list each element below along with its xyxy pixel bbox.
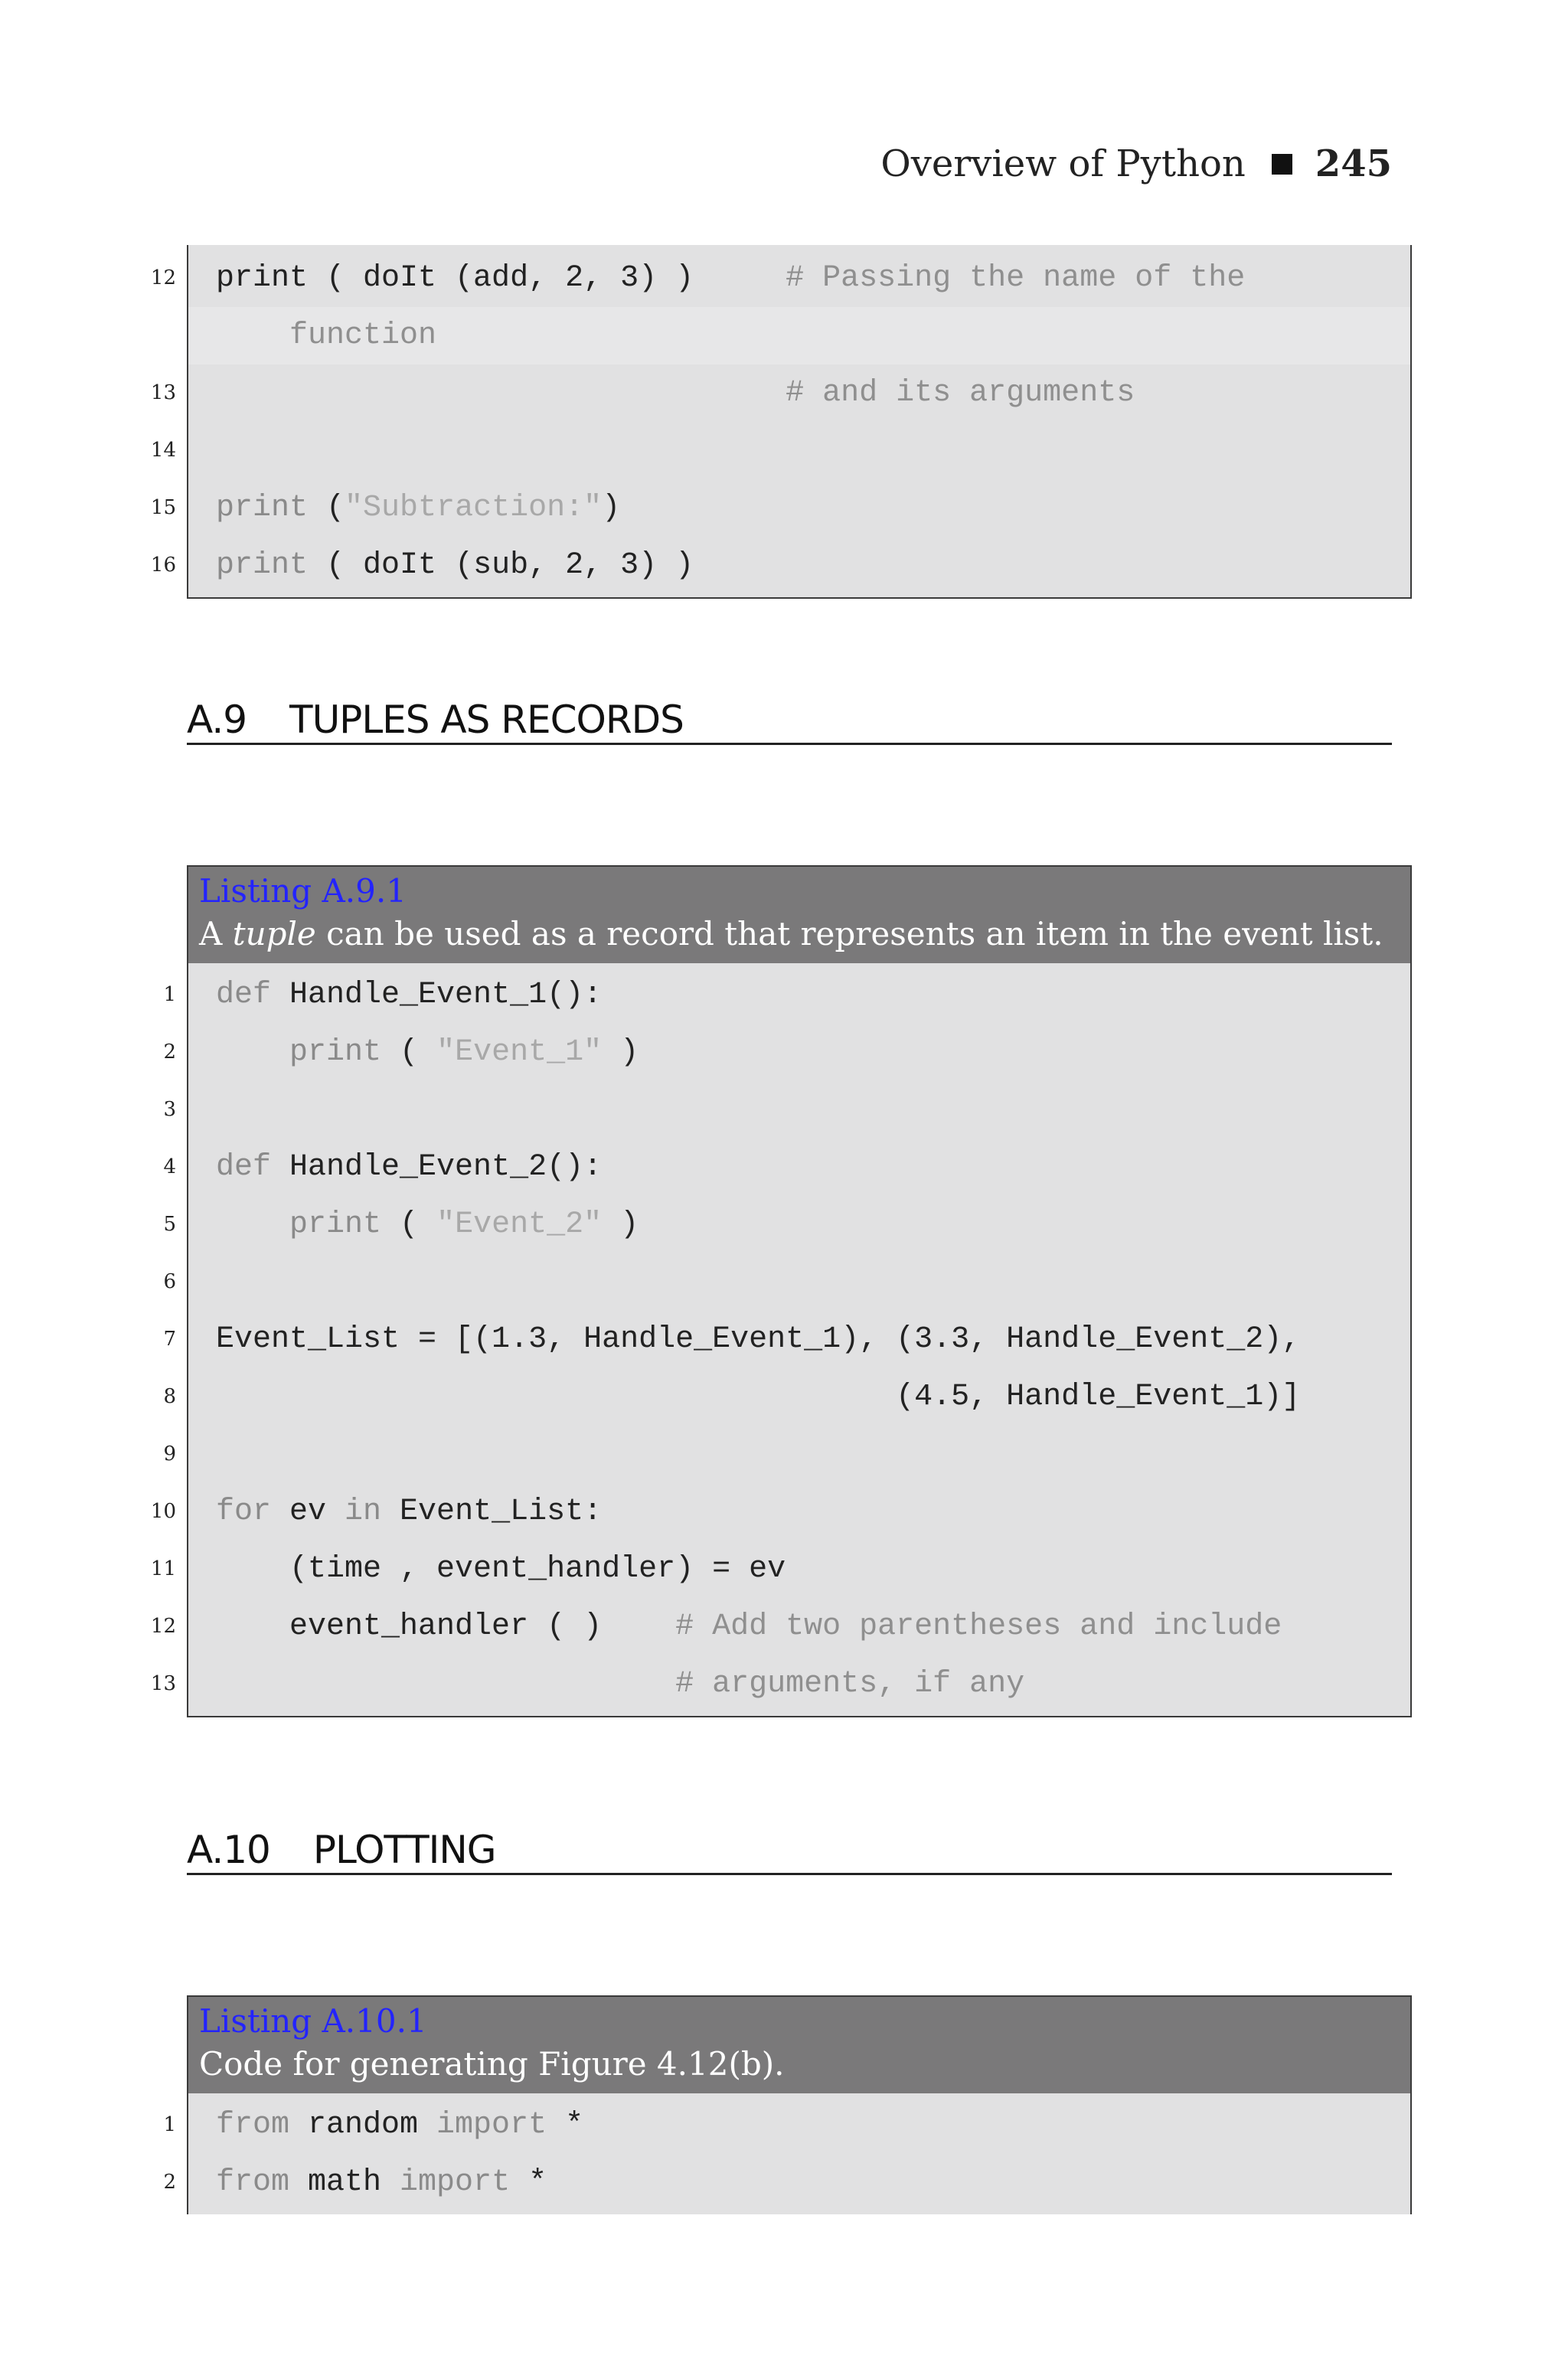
listing-caption [188,1997,1410,2093]
code-keyword: print [289,1207,382,1242]
code-lines [163,2093,1410,2214]
code-text: ( doIt (sub, 2, 3) ) [308,548,694,583]
code-line [163,1139,1410,1196]
code-line [163,1081,1410,1139]
code-line [163,2096,1410,2154]
code-keyword: def [216,978,272,1012]
code-comment: # and its arguments [786,376,1135,410]
code-line [150,1598,1410,1655]
code-text: math [289,2165,400,2200]
code-comment: function [216,319,437,353]
section-title: TUPLES AS RECORDS [289,698,684,742]
code-text: Event_List = [(1.3, Handle_Event_1), (3.3, Handle_Event_2), [216,1322,1301,1357]
code-text: Handle_Event_1(): [271,978,603,1012]
code-keyword: import [400,2165,511,2200]
listing-caption-text: A tuple can be used as a record that represents an item in the event list. [199,915,1383,953]
page-number: 245 [1315,142,1392,185]
code-text [216,1207,289,1242]
running-header [0,142,1392,185]
code-text [216,376,786,410]
line-number: 9 [163,1443,176,1466]
code-text: * [510,2165,547,2200]
code-text: print ( doIt (add, 2, 3) ) [216,261,786,296]
code-line [163,966,1410,1024]
code-text: Event_List: [381,1495,603,1529]
code-line [188,307,1410,364]
code-text: ( [308,491,345,525]
code-text: ) [602,491,621,525]
code-text: ev [271,1495,345,1529]
code-line [163,2154,1410,2211]
code-comment: # Add two parentheses and include [675,1609,1282,1644]
line-number: 15 [150,496,176,519]
code-keyword: print [216,548,309,583]
line-number: 8 [163,1385,176,1408]
code-line [163,1368,1410,1426]
code-keyword: for [216,1495,272,1529]
section-title: PLOTTING [312,1828,496,1872]
code-line [150,1655,1410,1713]
code-text: random [289,2108,437,2142]
line-number: 14 [150,439,176,462]
code-lines [150,245,1410,597]
code-line [163,1311,1410,1368]
code-text [216,1035,289,1070]
code-line [163,1196,1410,1253]
line-number: 1 [163,2113,176,2136]
code-text: ( [381,1207,437,1242]
code-text: (4.5, Handle_Event_1)] [216,1380,1301,1414]
code-keyword: print [216,491,309,525]
line-number: 13 [150,381,176,404]
listing-label[interactable]: Listing A.10.1 [199,2002,427,2040]
running-header-title: Overview of Python [880,142,1246,185]
code-line [150,537,1410,594]
code-line [150,250,1410,307]
line-number: 4 [163,1155,176,1178]
code-text [216,1667,675,1701]
line-number: 2 [163,1041,176,1064]
code-text: ( [381,1035,437,1070]
line-number: 7 [163,1328,176,1351]
code-string: "Event_1" [436,1035,603,1070]
section-number: A.9 [187,698,247,742]
code-comment: # arguments, if any [675,1667,1025,1701]
line-number: 2 [163,2171,176,2194]
code-keyword: def [216,1150,272,1184]
code-keyword: import [436,2108,547,2142]
line-number: 5 [163,1213,176,1236]
section-heading-a10 [187,1827,1392,1875]
code-line [150,479,1410,537]
code-text: * [547,2108,584,2142]
code-line [150,1541,1410,1598]
code-text: event_handler ( ) [216,1609,676,1644]
section-number: A.10 [187,1828,270,1872]
listing-a-9-1 [150,865,1412,1717]
code-comment: # Passing the name of the [786,261,1246,296]
line-number: 12 [150,1615,176,1638]
square-bullet-icon [1272,154,1292,175]
line-number: 11 [150,1557,176,1580]
listing-label[interactable]: Listing A.9.1 [199,872,407,910]
code-text: ) [602,1035,639,1070]
line-number: 3 [163,1098,176,1121]
line-number: 1 [163,983,176,1006]
code-line [163,1024,1410,1081]
code-string: "Subtraction:" [345,491,603,525]
section-heading-a9 [187,697,1392,745]
code-keyword: print [289,1035,382,1070]
code-string: "Event_2" [436,1207,603,1242]
code-text: Handle_Event_2(): [271,1150,603,1184]
code-line [163,1253,1410,1311]
listing-caption [188,867,1410,963]
listing-caption-text: Code for generating Figure 4.12(b). [199,2045,785,2083]
line-number: 10 [150,1500,176,1523]
code-keyword: from [216,2108,290,2142]
code-block-continued [150,245,1412,599]
code-line [150,364,1410,422]
code-text: ) [602,1207,639,1242]
code-line [163,1426,1410,1483]
code-lines [150,963,1410,1716]
code-line [150,1483,1410,1541]
line-number: 16 [150,554,176,577]
code-keyword: from [216,2165,290,2200]
code-keyword: in [345,1495,382,1529]
listing-a-10-1 [163,1995,1412,2214]
code-text: (time , event_handler) = ev [216,1552,786,1586]
line-number: 13 [150,1672,176,1695]
line-number: 12 [150,266,176,289]
line-number: 6 [163,1270,176,1293]
code-line [150,422,1410,479]
